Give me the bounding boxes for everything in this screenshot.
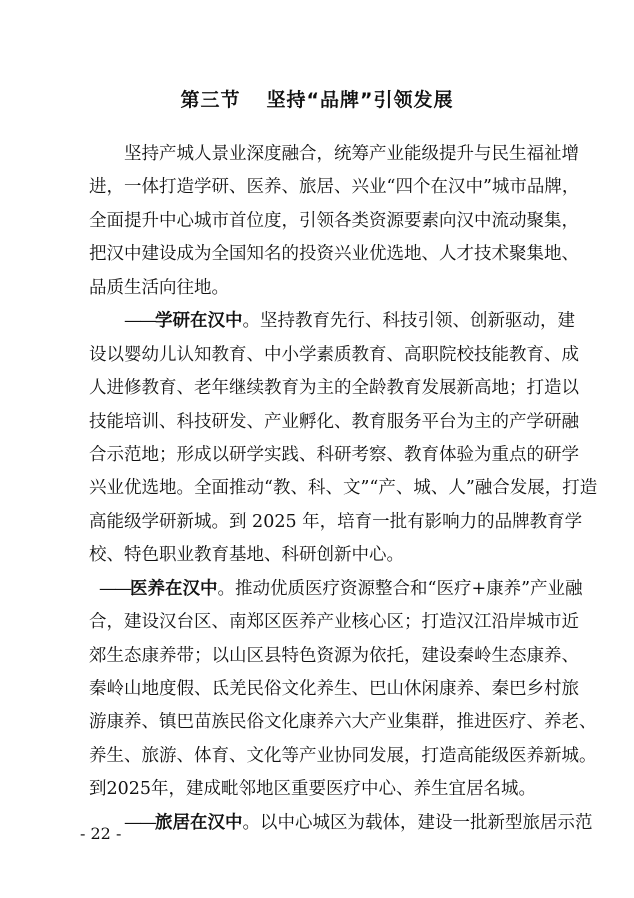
text-line: 进，一体打造学研、医养、旅居、兴业“四个在汉中”城市品牌， <box>89 177 580 198</box>
text-line: 到2025年，建成毗邻地区重要医疗中心、养生宜居名城。 <box>89 779 537 800</box>
lvju-paragraph <box>89 807 593 840</box>
text-line: 把汉中建设成为全国知名的投资兴业优选地、人才技术聚集地、 <box>89 244 579 265</box>
section-title: 坚持“品牌”引领发展 <box>266 89 454 111</box>
text-run: 。推动优质医疗资源整合和“医疗+康养”产业融 <box>217 578 583 599</box>
em-dash: —— <box>124 311 155 332</box>
section-number: 第三节 <box>180 89 241 111</box>
text-line: 合示范地；形成以研学实践、科研考察、教育体验为重点的研学 <box>89 444 579 465</box>
paragraph-keyword: 学研在汉中 <box>155 311 243 332</box>
intro-paragraph <box>89 138 580 305</box>
em-dash: —— <box>99 578 130 599</box>
text-line: 秦岭山地度假、氐羌民俗文化养生、巴山休闲康养、秦巴乡村旅 <box>89 679 579 699</box>
text-run: 。坚持教育先行、科技引领、创新驱动，建 <box>242 311 575 332</box>
text-line: 全面提升中心城市首位度，引领各类资源要素向汉中流动聚集， <box>89 210 579 231</box>
paragraph-keyword: 医养在汉中 <box>130 578 218 599</box>
paragraph-keyword: 旅居在汉中 <box>155 812 243 833</box>
xueyan-paragraph <box>89 305 598 573</box>
em-dash: —— <box>124 812 155 833</box>
text-line <box>89 305 575 338</box>
document-body <box>89 138 598 840</box>
text-line: 高能级学研新城。到 2025 年，培育一批有影响力的品牌教育学 <box>89 511 583 532</box>
text-line: 郊生态康养带；以山区县特色资源为依托，建设秦岭生态康养、 <box>89 645 579 666</box>
text-line: 设以婴幼儿认知教育、中小学素质教育、高职院校技能教育、成 <box>89 344 579 365</box>
text-line: 坚持产城人景业深度融合，统筹产业能级提升与民生福祉增 <box>124 144 579 164</box>
text-line: 校、特色职业教育基地、科研创新中心。 <box>89 545 404 566</box>
text-line: 兴业优选地。全面推动“教、科、文”“产、城、人”融合发展，打造 <box>89 478 598 499</box>
text-line: 游康养、镇巴苗族民俗文化康养六大产业集群，推进医疗、养老、 <box>89 712 597 733</box>
text-line: 人进修教育、老年继续教育为主的全龄教育发展新高地；打造以 <box>89 378 579 399</box>
text-line: 合，建设汉台区、南郑区医养产业核心区；打造汉江沿岸城市近 <box>89 612 579 633</box>
text-line: 品质生活向往地。 <box>89 277 229 298</box>
yiyang-paragraph <box>89 573 597 807</box>
text-line <box>89 807 593 840</box>
section-heading <box>0 88 634 112</box>
text-run: 。以中心城区为载体，建设一批新型旅居示范 <box>242 812 593 833</box>
text-line: 养生、旅游、体育、文化等产业协同发展，打造高能级医养新城。 <box>89 745 597 766</box>
page-number: - 22 - <box>80 824 122 843</box>
text-line <box>89 573 583 606</box>
text-line: 技能培训、科技研发、产业孵化、教育服务平台为主的产学研融 <box>89 411 579 432</box>
